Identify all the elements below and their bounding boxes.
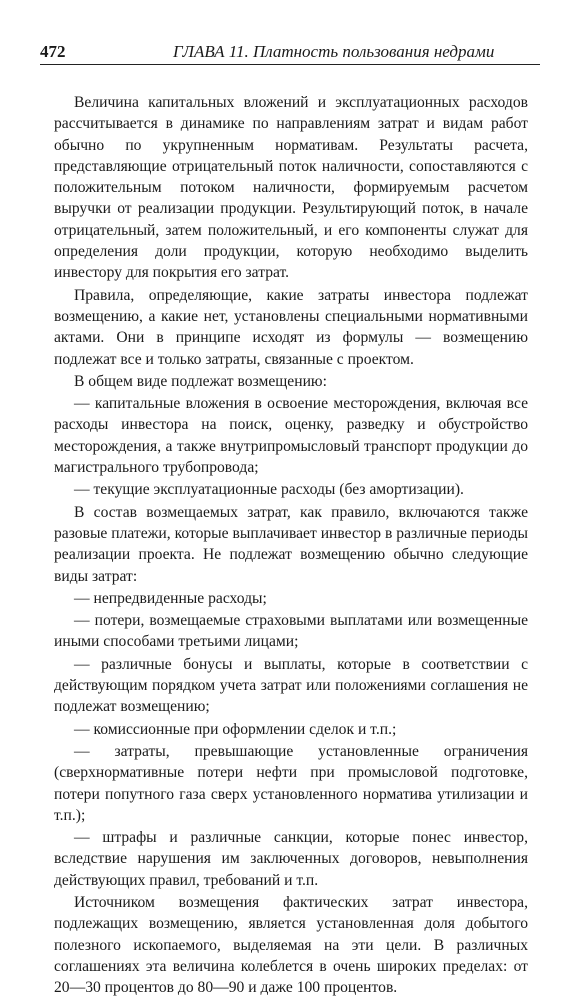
list-item: — штрафы и различные санкции, которые понес инвестор, вследствие нарушения им заключенных договоров, невыполнения действующих правил, требований и т.п. bbox=[54, 829, 528, 889]
paragraph-capital-costs: Величина капитальных вложений и эксплуатационных расходов рассчитывается в динамике по направлениям затрат и видам работ обычно по укрупненным нормативам. Результаты расчета, представляющие отрицательный поток наличности, сопоставляются с положительным потоком наличности, формируемым расчетом выручки от реализации продукции. Результирующий поток, в начале отрицательный, затем положительный, и его компоненты служат для определения доли продукции, которую необходимо выделить инвестору для покрытия его затрат. bbox=[54, 94, 528, 282]
paragraph-reimbursement-source: Источником возмещения фактических затрат инвестора, подлежащих возмещению, является установленная доля добытого полезного ископаемого, выделяемая на эти цели. В различных соглашениях эта величина колеблется в очень широких пределах: от 20—30 процентов до 80—90 и даже 100 процентов. bbox=[54, 893, 528, 997]
list-item: — комиссионные при оформлении сделок и т.п.; bbox=[74, 720, 397, 738]
paragraph-general-reimbursable: В общем виде подлежат возмещению: bbox=[74, 372, 327, 390]
list-item: — затраты, превышающие установленные ограничения (сверхнормативные потери нефти при промысловой подготовке, потери попутного газа сверх установленного норматива утилизации и т.п.); bbox=[54, 742, 528, 824]
list-item: — текущие эксплуатационные расходы (без амортизации). bbox=[74, 481, 464, 499]
list-item: — различные бонусы и выплаты, которые в соответствии с действующим порядком учета затрат или положениями соглашения не подлежат возмещению; bbox=[54, 655, 528, 716]
list-item: — потери, возмещаемые страховыми выплатами или возмещенные иными способами третьими лицами; bbox=[54, 612, 528, 651]
page-number: 472 bbox=[40, 42, 66, 61]
page-body bbox=[54, 92, 528, 998]
paragraph-one-off-payments: В состав возмещаемых затрат, как правило, включаются также разовые платежи, которые выплачивает инвестор в различные периоды реализации проекта. Не подлежат возмещению обычно следующие виды затрат: bbox=[54, 503, 528, 585]
header-rule bbox=[40, 64, 540, 65]
list-item: — капитальные вложения в освоение месторождения, включая все расходы инвестора на поиск, оценку, разведку и обустройство месторождения, а также внутрипромысловый транспорт продукции до магистрального трубопровода; bbox=[54, 395, 528, 477]
list-item: — непредвиденные расходы; bbox=[74, 589, 267, 607]
paragraph-reimbursement-rules: Правила, определяющие, какие затраты инвестора подлежат возмещению, а какие нет, установлены специальными нормативными актами. Они в принципе исходят из формулы — возмещению подлежат все и только затраты, связанные с проектом. bbox=[54, 286, 528, 368]
running-title: ГЛАВА 11. Платность пользования недрами bbox=[173, 42, 495, 61]
page-header bbox=[40, 34, 540, 66]
